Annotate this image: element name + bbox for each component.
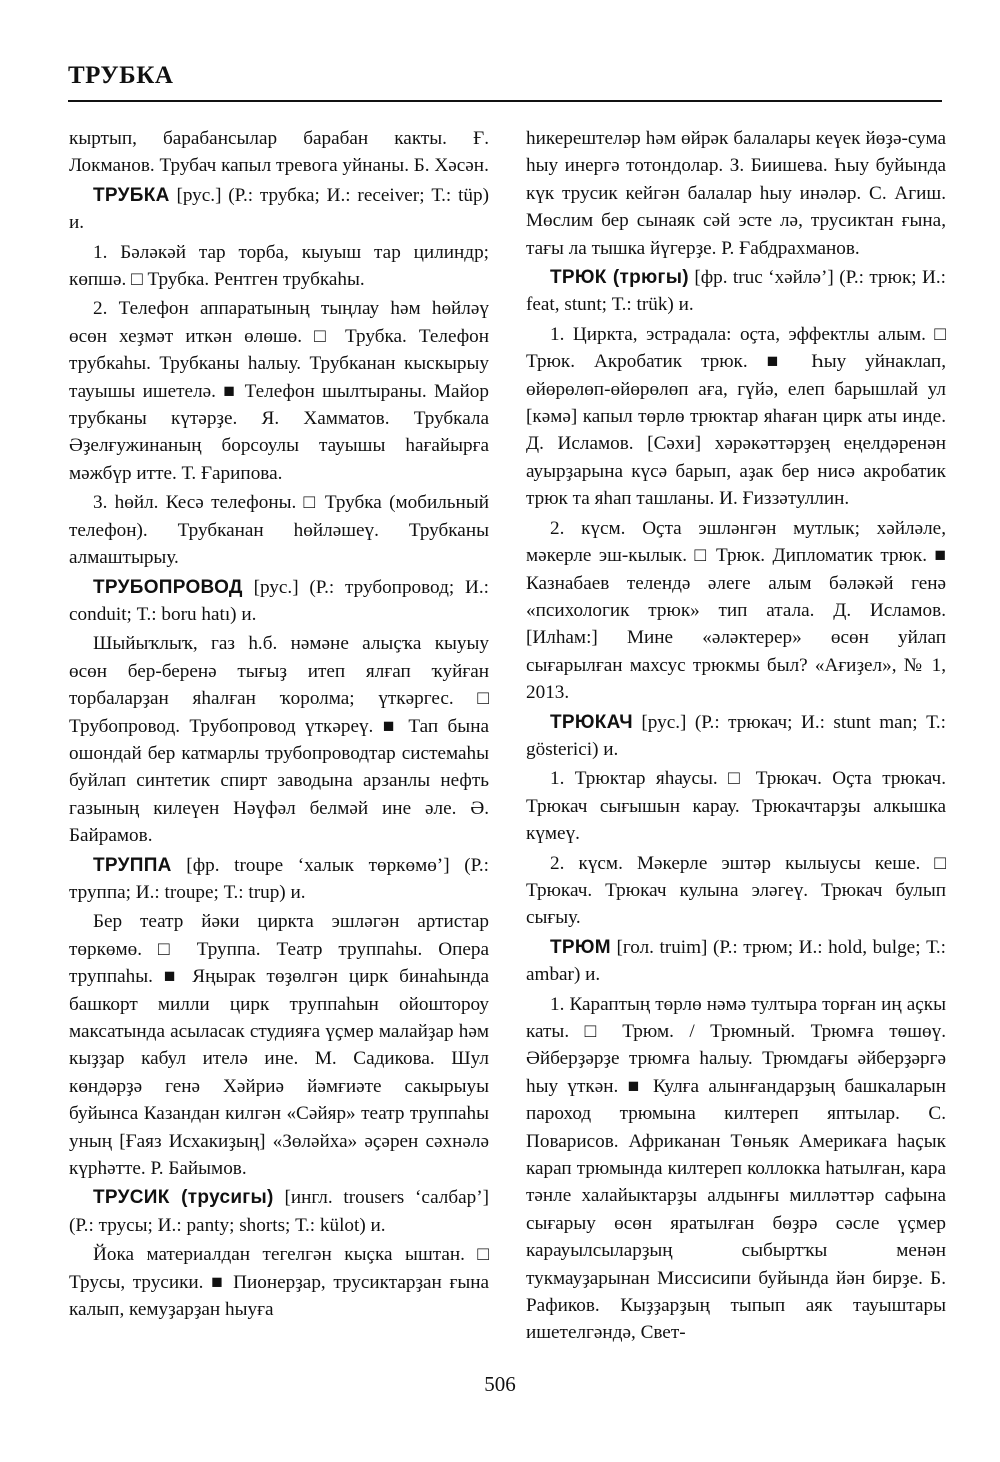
entry-sense: 1. Трюктар яһаусы. □ Трюкач. Оҫта трюкач. Трюкач сығышын карау. Трюкачтарҙы алкышка күмеү.	[526, 768, 946, 845]
entry-sense: 2. күсм. Оҫта эшләнгән мутлык; хәйләле, мәкерле эш-кылык. □ Трюк. Дипломатик трюк. ■ Казнабаев телендә әлеге алым бәләкәй генә «психологик трюк» тип атала. Д. Исламов. [Илһам:] Мине «әләктерер» өсөн уйлап сығарылған махсус трюкмы был? «Ағиҙел», № 1, 2013.	[526, 517, 946, 704]
entry-sense: 2. Телефон аппаратының тыңлау һәм һөйләү өсөн хеҙмәт иткән өлөшө. □ Трубка. Телефон трубкаһы. Трубканы һалыу. Трубканан кыскырыу тауышы ишетелә. ■ Телефон шылтыраны. Майор трубканы күтәрҙе. Я. Хамматов. Трубкала Әҙелғужинаның борсоулы тауышы һағайырға мәжбүр итте. Т. Ғарипова.	[69, 298, 489, 484]
dictionary-entry	[69, 852, 489, 907]
entry-sense: 3. һөйл. Кесә телефоны. □ Трубка (мобильный телефон). Трубканан һөйләшеү. Трубканы алмаштырыу.	[69, 492, 489, 569]
dictionary-entry	[69, 182, 489, 237]
headword: ТРЮКАЧ	[550, 711, 633, 733]
entry-sense: Шыйыҡлыҡ, газ һ.б. нәмәне алыҫҡа кыуыу өсөн бер-беренә тығыҙ итеп ялғап ҡуйған торбаларҙан яһалған ҡоролма; үткәргес. □ Трубопровод. Трубопровод үткәреү. ■ Тап бына ошондай бер катмарлы трубопроводтар системаһы буйлап синтетик спирт заводына арзанлы нефть газының килеүен Нәүфәл белмәй ине әле. Ә. Байрамов.	[69, 633, 489, 847]
entry-sense: 1. Циркта, эстрадала: оҫта, эффектлы алым. □ Трюк. Акробатик трюк. ■ Һыу уйнаклап, өйөрөлөп-өйөрөлөп аға, гүйә, елеп барышлай ул [кәмә] капыл төрлө трюктар яһаған цирк аты инде. Д. Исламов. [Сәхи] хәрәкәттәрҙең еңелдәренән ауырҙарына күсә барып, аҙак бер нисә акробатик трюк та яһап ташланы. И. Ғиззәтуллин.	[526, 323, 946, 510]
entry-sense: 1. Караптың төрлө нәмә тултыра торған иң аҫкы каты. □ Трюм. / Трюмный. Трюмға төшөү. Әйберҙәрҙе трюмға һалыу. Трюмдағы әйберҙәргә һыу үткән. ■ Кулға алынғандарҙың башкаларын пароход трюмына килтереп яптылар. С. Поварисов. Африканан Төньяк Америкаға һаҫык карап трюмында килтереп коллокка һатылған, кара тәнле халайыктарҙы алдынғы милләттәр сафына сығарыу өсөн яратылған бөҙрә сәсле үҫмер карауылсыларҙың сыбыртҡы менән тукмауҙарынан Миссисипи буйында йән бирҙе. Б. Рафиков. Кыҙҙарҙың тыпып аяк тауыштары ишетелгәндә, Свет-	[526, 993, 946, 1344]
entry-etymology: [фр. truc ‘хәйлә’] (Р.: трюк; И.: feat, stunt; Т.: trük) и.	[526, 267, 947, 316]
left-column	[69, 125, 489, 1323]
headword: ТРУБОПРОВОД	[93, 576, 243, 598]
headword: ТРЮК (трюгы)	[550, 267, 689, 289]
entry-sense: Бер театр йәки циркта эшләгән артистар төркөмө. □ Труппа. Театр труппаһы. Опера труппаһы. ■ Яңырак төҙөлгән цирк бинаһында башкорт милли цирк труппаһын ойоштороу максатында асыласак студияға үҫмер малайҙар һәм кыҙҙар кабул ителә ине. М. Садикова. Шул көндәрҙә генә Хәйриә йәмғиәте сакырыуы буйынса Казандан килгән «Сәйяр» театр труппаһы уның [Ғаяз Исхакиҙың] «Зөләйха» әҫәрен сәхнәлә күрһәтте. Р. Байымов.	[69, 911, 489, 1180]
entry-sense: 1. Бәләкәй тар торба, кыуыш тар цилиндр; көпшә. □ Трубка. Рентген трубкаһы.	[69, 241, 489, 291]
headword: ТРУСИК (трусигы)	[93, 1187, 274, 1209]
header-rule	[68, 100, 942, 102]
entry-etymology: [ингл. trousers ‘салбар’] (Р.: трусы; И.: panty; shorts; Т.: külot) и.	[69, 1187, 490, 1236]
page-number: 506	[484, 1372, 516, 1396]
entry-etymology: [фр. troupe ‘халык төркөмө’] (Р.: труппа; И.: troupe; Т.: trup) и.	[69, 854, 489, 903]
entry-continuation: һикерештеләр һәм өйрәк балалары кеүек йөҙә-сума һыу инергә тотондолар. З. Биишева. Һыу буйында күк трусик кейгән балалар һыу инәләр. С. Агиш. Мөслим бер сынаяк сәй эсте лә, трусиктан ғына, тағы ла тышка йүгерҙе. Р. Ғабдрахманов.	[526, 128, 946, 259]
dictionary-entry	[69, 574, 489, 629]
entry-sense: 2. күсм. Мәкерле эштәр кылыусы кеше. □ Трюкач. Трюкач кулына эләгеү. Трюкач булып сығыу.	[526, 852, 946, 929]
right-column	[526, 125, 946, 1347]
headword: ТРУППА	[93, 854, 172, 876]
entry-etymology: [гол. truim] (Р.: трюм; И.: hold, bulge; Т.: ambar) и.	[526, 936, 946, 986]
dictionary-entry	[526, 934, 946, 989]
entry-etymology: [рус.] (Р.: трубопровод; И.: conduit; Т.: boru hatı) и.	[69, 576, 489, 625]
running-head: ТРУБКА	[68, 62, 174, 89]
dictionary-entry	[526, 264, 946, 319]
entry-etymology: [рус.] (Р.: трюкач; И.: stunt man; Т.: gösterici) и.	[526, 711, 946, 760]
headword: ТРЮМ	[550, 936, 611, 958]
dictionary-entry	[69, 1184, 489, 1239]
entry-etymology: [рус.] (Р.: трубка; И.: receiver; Т.: tüp) и.	[69, 184, 489, 234]
headword: ТРУБКА	[93, 184, 170, 206]
dictionary-entry	[526, 709, 946, 764]
entry-continuation: кыртып, барабансылар барабан какты. Ғ. Локманов. Трубач капыл тревога уйнаны. Б. Хәсән.	[69, 128, 489, 177]
entry-sense: Йока материалдан тегелгән кыҫка ыштан. □ Трусы, трусики. ■ Пионерҙар, трусиктарҙан ғына калып, кемуҙарҙан һыуға	[69, 1244, 489, 1321]
